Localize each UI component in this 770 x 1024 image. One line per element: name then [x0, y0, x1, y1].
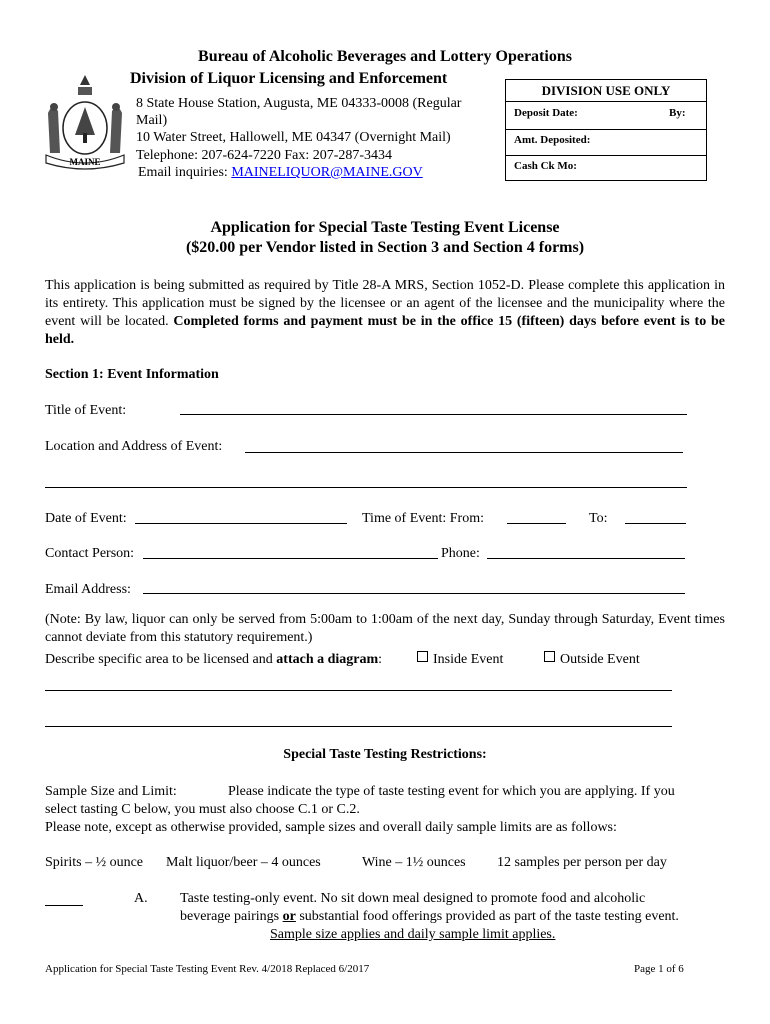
phone-field[interactable]	[487, 558, 685, 559]
date-of-event-field[interactable]	[135, 523, 347, 524]
date-of-event-label: Date of Event:	[45, 511, 127, 526]
email-address-label: Email Address:	[45, 582, 131, 597]
outside-event-checkbox[interactable]	[544, 651, 555, 662]
spirits-limit: Spirits – ½ ounce	[45, 855, 143, 870]
email-address-field[interactable]	[143, 593, 685, 594]
outside-event-option[interactable]: Outside Event	[544, 652, 640, 668]
sample-size-label: Sample Size and Limit:	[45, 784, 177, 799]
area-description-field[interactable]	[45, 690, 672, 691]
email-inquiries-label: Email inquiries:	[138, 165, 228, 180]
daily-sample-limit: 12 samples per person per day	[497, 855, 667, 870]
restrictions-heading: Special Taste Testing Restrictions:	[283, 747, 487, 762]
cash-ck-mo-label: Cash Ck Mo:	[514, 160, 577, 172]
time-from-label: Time of Event: From:	[362, 511, 484, 526]
maine-seal-icon	[40, 73, 130, 173]
email-link[interactable]: MAINELIQUOR@MAINE.GOV	[231, 165, 423, 180]
wine-limit: Wine – 1½ ounces	[362, 855, 466, 870]
option-a-text-line2: beverage pairings or substantial food offerings provided as part of the taste testing event.	[180, 909, 679, 924]
deposit-date-row	[506, 101, 706, 130]
location-label: Location and Address of Event:	[45, 439, 223, 454]
footer-page-number: Page 1 of 6	[634, 963, 684, 975]
form-subtitle: ($20.00 per Vendor listed in Section 3 and Section 4 forms)	[185, 239, 585, 256]
sample-limits-note: Please note, except as otherwise provided, sample sizes and overall daily sample limits are as follows:	[45, 820, 617, 835]
section1-heading: Section 1: Event Information	[45, 367, 219, 382]
amt-deposited-row	[506, 129, 706, 156]
form-title: Application for Special Taste Testing Event License	[210, 219, 560, 236]
inside-event-option[interactable]: Inside Event	[417, 652, 503, 668]
title-of-event-field[interactable]	[180, 414, 687, 415]
footer-revision: Application for Special Taste Testing Event Rev. 4/2018 Replaced 6/2017	[45, 963, 370, 975]
malt-limit: Malt liquor/beer – 4 ounces	[166, 855, 321, 870]
time-from-field[interactable]	[507, 523, 566, 524]
cash-ck-mo-row	[506, 155, 706, 181]
bureau-title: Bureau of Alcoholic Beverages and Lottery Operations	[198, 48, 572, 65]
location-field[interactable]	[245, 452, 683, 453]
contact-person-field[interactable]	[143, 558, 438, 559]
amt-deposited-label: Amt. Deposited:	[514, 134, 591, 146]
location-field-line2[interactable]	[45, 487, 687, 488]
legal-hours-note: (Note: By law, liquor can only be served from 5:00am to 1:00am of the next day, Sunday through Saturday, Event times cannot deviate from this statutory requirement.)	[45, 612, 725, 645]
division-use-only-title: DIVISION USE ONLY	[541, 83, 671, 98]
intro-paragraph: This application is being submitted as required by Title 28-A MRS, Section 1052-D. Please complete this application in its entirety. This application must be signed by the licensee or an agent of the licensee and the municipality where the event will be located. Completed forms and payment must be in the office 15 (fifteen) days before event is to be held.	[45, 278, 726, 347]
option-a-text-line1: Taste testing-only event. No sit down meal designed to promote food and alcoholic	[180, 891, 646, 906]
area-description-field-line2[interactable]	[45, 726, 672, 727]
division-use-only-box	[505, 79, 707, 181]
describe-area-label: Describe specific area to be licensed and attach a diagram:	[45, 652, 383, 667]
option-a-letter: A.	[134, 891, 148, 906]
sample-instructions-line2: select tasting C below, you must also choose C.1 or C.2.	[45, 802, 360, 817]
division-title: Division of Liquor Licensing and Enforcement	[130, 70, 448, 87]
inside-event-checkbox[interactable]	[417, 651, 428, 662]
svg-text:MAINE: MAINE	[69, 157, 101, 167]
telephone-fax: Telephone: 207-624-7220 Fax: 207-287-3434	[136, 148, 393, 163]
contact-person-label: Contact Person:	[45, 546, 135, 561]
option-a-check-field[interactable]	[45, 905, 83, 906]
option-a-text-line3: Sample size applies and daily sample limit applies.	[270, 927, 556, 942]
title-of-event-label: Title of Event:	[45, 403, 127, 418]
by-label: By:	[669, 107, 686, 119]
deposit-date-label: Deposit Date:	[514, 107, 578, 119]
time-to-label: To:	[589, 511, 608, 526]
overnight-mail-address: 10 Water Street, Hallowell, ME 04347 (Overnight Mail)	[136, 130, 451, 145]
phone-label: Phone:	[441, 546, 480, 561]
email-inquiries	[138, 164, 498, 181]
sample-instructions-line1: Please indicate the type of taste testing event for which you are applying. If you	[228, 784, 675, 799]
time-to-field[interactable]	[625, 523, 686, 524]
regular-mail-address: 8 State House Station, Augusta, ME 04333-0008 (Regular Mail)	[136, 96, 462, 128]
